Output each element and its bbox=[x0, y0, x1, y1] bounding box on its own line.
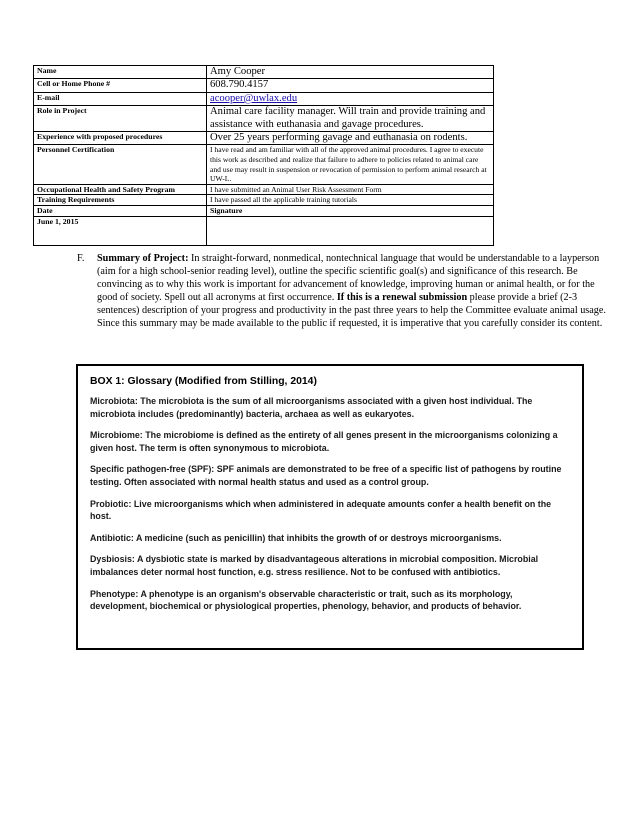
row-label-experience: Experience with proposed procedures bbox=[34, 132, 207, 145]
section-letter: F. bbox=[77, 253, 85, 264]
row-value-name: Amy Cooper bbox=[207, 66, 494, 79]
row-value-signature-blank bbox=[207, 216, 494, 245]
glossary-entry-antibiotic: Antibiotic: A medicine (such as penicillin) that inhibits the growth of or destroys microorganisms. bbox=[90, 532, 502, 543]
table-row bbox=[34, 195, 494, 206]
row-label-name: Name bbox=[34, 66, 207, 79]
glossary-entry-dysbiosis: Dysbiosis: A dysbiotic state is marked by disadvantageous alterations in microbial composition. Microbial imbalances deter normal host function, e.g. stress resilience. Not to be confused with antibiotics. bbox=[90, 554, 539, 577]
glossary-title: BOX 1: Glossary (Modified from Stilling, 2014) bbox=[90, 376, 317, 387]
glossary-entry-phenotype: Phenotype: A phenotype is an organism's observable characteristic or trait, such as its morphology, development, biochemical or physiological properties, phenology, behavior, and products of behavior. bbox=[90, 588, 522, 612]
glossary-box bbox=[76, 364, 584, 650]
row-label-occupational-health: Occupational Health and Safety Program bbox=[34, 184, 207, 195]
summary-text-1: In straight-forward, nonmedical, nontechnical language that would be understandable to a layperson (aim for a high school-senior reading level), outline the specific scientific goal(s) and significance of this research. Be convincing as to why this work is important for advancement of knowledge, improving human or animal health, or for the good of society. Spell out all acronyms at first occurrence. bbox=[97, 253, 600, 304]
table-row bbox=[34, 145, 494, 184]
table-row bbox=[34, 206, 494, 217]
table-row bbox=[34, 132, 494, 145]
row-label-certification: Personnel Certification bbox=[34, 145, 207, 184]
row-label-date-value: June 1, 2015 bbox=[34, 216, 207, 245]
row-value-role: Animal care facility manager. Will train and provide training and assistance with euthanasia and gavage procedures. bbox=[207, 106, 494, 132]
row-value-signature: Signature bbox=[207, 206, 494, 217]
row-label-role: Role in Project bbox=[34, 106, 207, 132]
renewal-note: If this is a renewal submission bbox=[336, 292, 468, 304]
glossary-entry-probiotic: Probiotic: Live microorganisms which when administered in adequate amounts confer a health benefit on the host. bbox=[90, 498, 552, 522]
row-label-phone: Cell or Home Phone # bbox=[34, 79, 207, 92]
glossary-entry-spf: Specific pathogen-free (SPF): SPF animals are demonstrated to be free of a specific list of pathogens by routine testing. Often associated with normal health status and used as a control group. bbox=[90, 464, 562, 487]
summary-text-2: please provide a brief (2-3 sentences) description of your progress and productivity in the past three years to help the Committee evaluate animal usage. Since this summary may be made available to the public if requested, it is imperative that you carefully consider its content. bbox=[97, 292, 606, 330]
summary-heading: Summary of Project: bbox=[97, 253, 189, 264]
row-value-occupational-health: I have submitted an Animal User Risk Assessment Form bbox=[207, 184, 494, 195]
summary-body bbox=[97, 252, 607, 331]
row-value-certification: I have read and am familiar with all of the approved animal procedures. I agree to execute this work as described and realize that failure to adhere to policies related to animal care and use may result in suspension or revocation of permission to perform animal research at UW-L. bbox=[207, 145, 494, 184]
personnel-table bbox=[33, 65, 494, 246]
table-row bbox=[34, 66, 494, 79]
row-label-training: Training Requirements bbox=[34, 195, 207, 206]
glossary-entry-microbiota: Microbiota: The microbiota is the sum of all microorganisms associated with a given host individual. The microbiota includes (predominantly) bacteria, archaea as well as eukaryotes. bbox=[90, 396, 533, 419]
row-value-experience: Over 25 years performing gavage and euthanasia on rodents. bbox=[207, 132, 494, 145]
row-label-email: E-mail bbox=[34, 92, 207, 105]
table-row bbox=[34, 92, 494, 105]
email-link[interactable]: acooper@uwlax.edu bbox=[210, 92, 298, 104]
row-value-phone: 608.790.4157 bbox=[207, 79, 494, 92]
row-value-training: I have passed all the applicable training tutorials bbox=[207, 195, 494, 206]
row-label-date: Date bbox=[34, 206, 207, 217]
table-row bbox=[34, 216, 494, 245]
table-row bbox=[34, 106, 494, 132]
project-summary-section bbox=[77, 252, 607, 331]
table-row bbox=[34, 184, 494, 195]
glossary-entry-microbiome: Microbiome: The microbiome is defined as the entirety of all genes present in the microorganisms colonizing a given host. The term is often synonymous to microbiota. bbox=[90, 430, 558, 453]
row-value-email bbox=[207, 92, 494, 105]
table-row bbox=[34, 79, 494, 92]
